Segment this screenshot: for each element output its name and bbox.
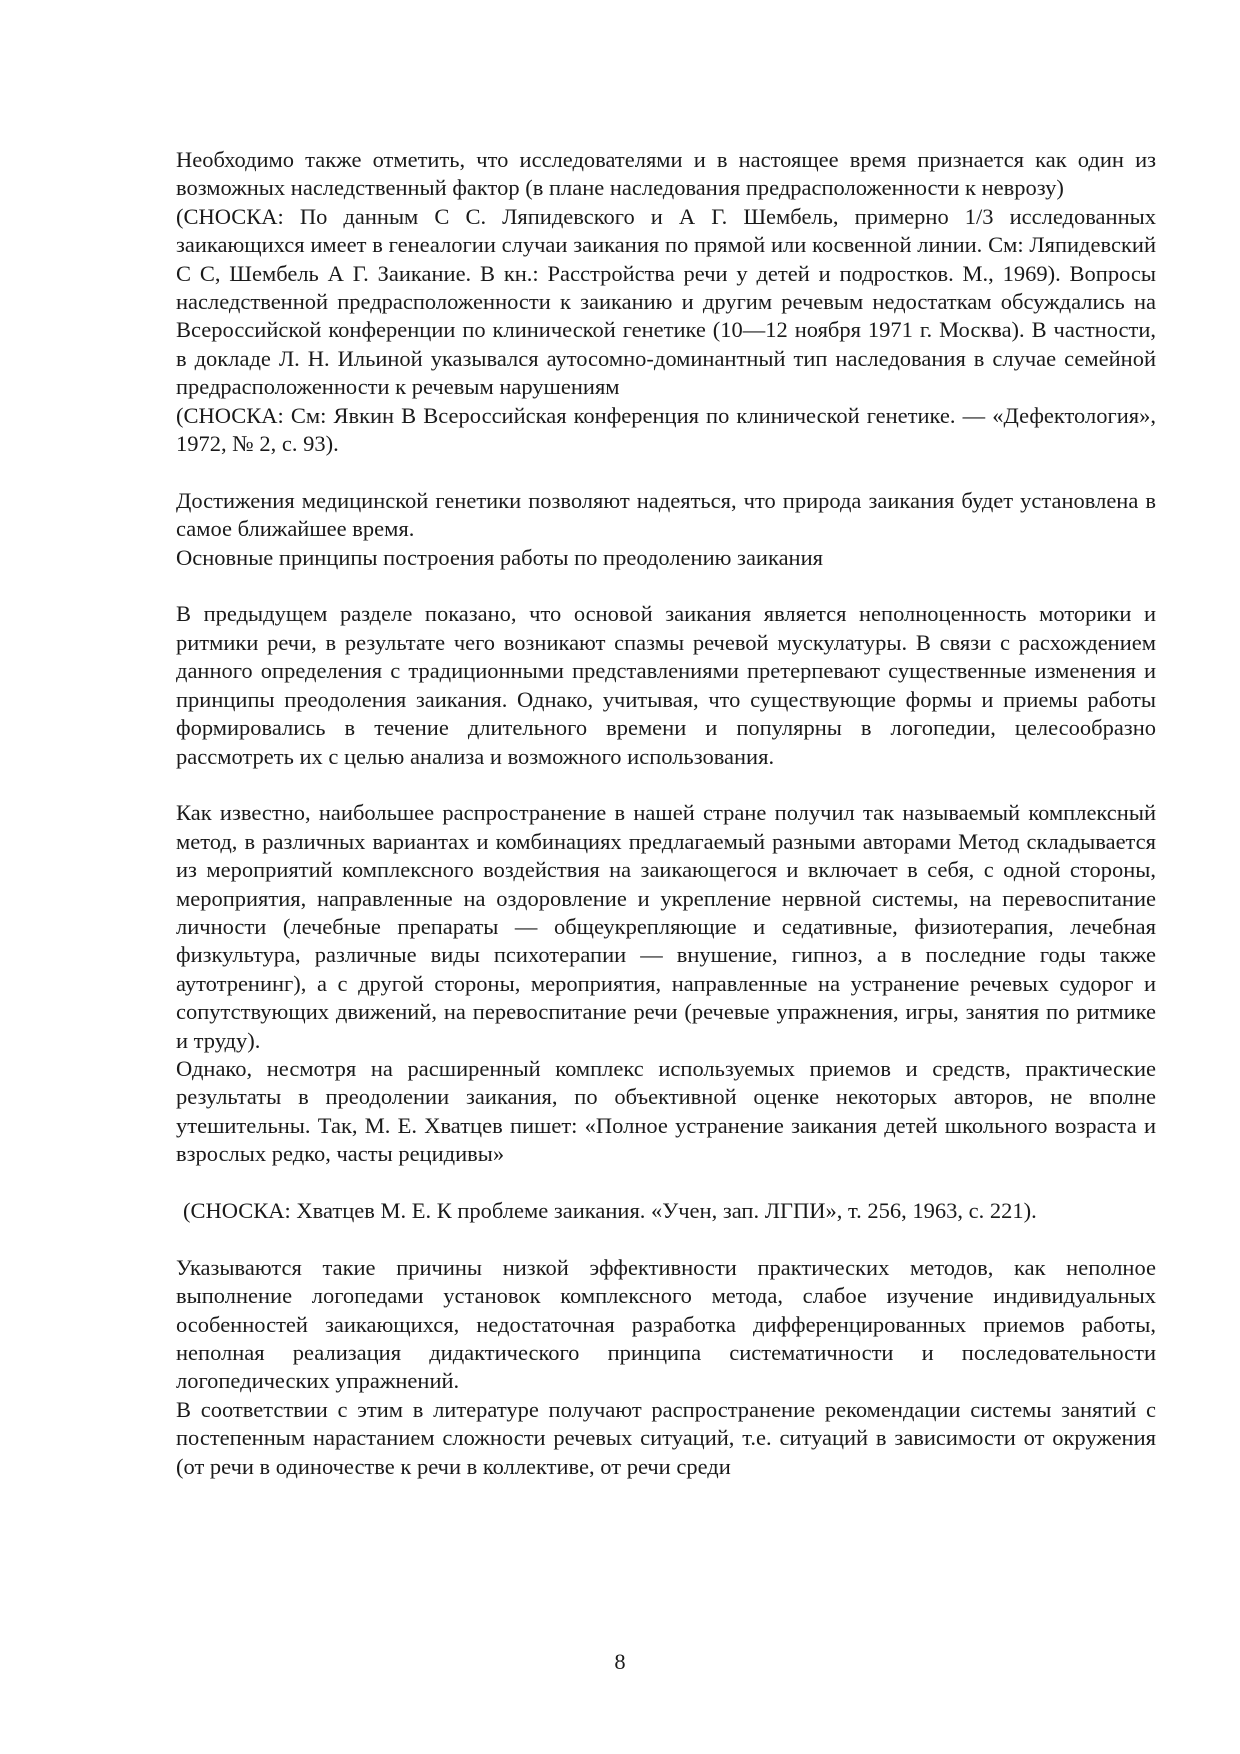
paragraph-genetics: Достижения медицинской генетики позволяют надеяться, что природа заикания будет установлена в самое ближайшее время. (176, 487, 1156, 542)
paragraph-previous-section: В предыдущем разделе показано, что основой заикания является неполноценность моторики и ритмики речи, в результате чего возникают спазмы речевой мускулатуры. В связи с расхождением данного определения с традиционными представлениями претерпевают существенные изменения и принципы преодоления заикания. Однако, учитывая, что существующие формы и приемы работы формировались в течение длительного времени и популярны в логопедии, целесообразно рассмотреть их с целью анализа и возможного использования. (176, 601, 1156, 769)
paragraph-reasons: Указываются такие причины низкой эффективности практических методов, как неполное выполнение логопедами установок комплексного метода, слабое изучение индивидуальных особенностей заикающихся, недостаточная разработка дифференцированных приемов работы, неполная реализация дидактического принципа систематичности и последовательности логопедических упражнений. (176, 1254, 1156, 1394)
paragraph-results: Однако, несмотря на расширенный комплекс используемых приемов и средств, практические результаты в преодолении заикания, по объективной оценке некоторых авторов, не вполне утешительны. Так, М. Е. Хватцев пишет: «Полное устранение заикания детей школьного возраста и взрослых редко, часты рецидивы» (176, 1055, 1156, 1167)
page-number: 8 (614, 1649, 626, 1674)
footnote-khvattsev: (СНОСКА: Хватцев М. Е. К проблеме заикания. «Учен, зап. ЛГПИ», т. 256, 1963, с. 221). (183, 1197, 1037, 1223)
footnote-yavkin: (СНОСКА: См: Явкин В Всероссийская конференция по клинической генетике. — «Дефектология», 1972, № 2, с. 93). (176, 402, 1156, 457)
footnote-lyapidevsky: (СНОСКА: По данным С С. Ляпидевского и А Г. Шембель, примерно 1/3 исследованных заикающихся имеет в генеалогии случаи заикания по прямой или косвенной линии. См: Ляпидевский С С, Шембель А Г. Заикание. В кн.: Расстройства речи у детей и подростков. М., 1969). Вопросы наследственной предрасположенности к заиканию и другим речевым недостаткам обсуждались на Всероссийской конференции по клинической генетике (10—12 ноября 1971 г. Москва). В частности, в докладе Л. Н. Ильиной указывался аутосомно-доминантный тип наследования в случае семейной предрасположенности к речевым нарушениям (176, 203, 1156, 400)
section-heading: Основные принципы построения работы по преодолению заикания (176, 544, 823, 570)
paragraph-gap (176, 1169, 1156, 1197)
paragraph-gap (176, 771, 1156, 799)
paragraph-complex-method: Как известно, наибольшее распространение в нашей стране получил так называемый комплексный метод, в различных вариантах и комбинациях предлагаемый разными авторами Метод складывается из мероприятий комплексного воздействия на заикающегося и включает в себя, с одной стороны, мероприятия, направленные на оздоровление и укрепление нервной системы, на перевоспитание личности (лечебные препараты — общеукрепляющие и седативные, физиотерапия, лечебная физкультура, различные виды психотерапии — внушение, гипноз, а в последние годы также аутотренинг), а с другой стороны, мероприятия, направленные на устранение речевых судорог и сопутствующих движений, на перевоспитание речи (речевые упражнения, игры, занятия по ритмике и труду). (176, 800, 1156, 1053)
paragraph-heredity: Необходимо также отметить, что исследователями и в настоящее время признается как один из возможных наследственный фактор (в плане наследования предрасположенности к неврозу) (176, 147, 1156, 201)
paragraph-recommendations: В соответствии с этим в литературе получают распространение рекомендации системы занятий с постепенным нарастанием сложности речевых ситуаций, т.е. ситуаций в зависимости от окружения (от речи в одиночестве к речи в коллективе, от речи среди (176, 1396, 1156, 1479)
paragraph-gap (176, 1225, 1156, 1253)
paragraph-gap (176, 458, 1156, 486)
paragraph-gap (176, 572, 1156, 600)
page-body (176, 146, 1156, 1481)
